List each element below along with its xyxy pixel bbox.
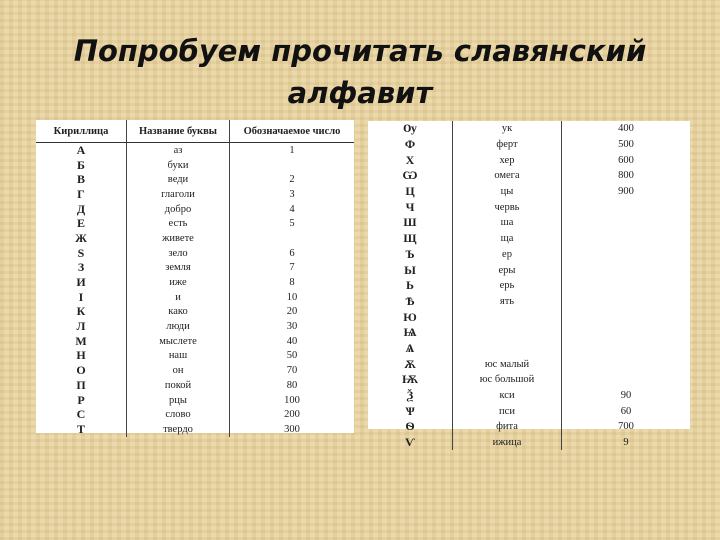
- letter-cell: Ы: [404, 262, 416, 277]
- table-row: [368, 168, 690, 184]
- letter-name-cell: юс малый: [453, 356, 562, 372]
- table-row: [368, 325, 690, 341]
- letter-cell: О: [76, 363, 86, 378]
- number-cell: [230, 158, 355, 173]
- table-row: [36, 422, 354, 437]
- table-row: [368, 247, 690, 263]
- letter-cell: Ч: [405, 199, 415, 214]
- number-cell: 400: [562, 121, 691, 137]
- letter-name-cell: наш: [127, 349, 230, 364]
- number-cell: 700: [562, 419, 691, 435]
- table-row: [368, 309, 690, 325]
- number-cell: [230, 231, 355, 246]
- number-cell: 50: [230, 349, 355, 364]
- number-cell: [562, 341, 691, 357]
- number-cell: 2: [230, 172, 355, 187]
- letter-cell: Ѕ: [77, 245, 85, 260]
- letter-name-cell: иже: [127, 275, 230, 290]
- table-row: [368, 231, 690, 247]
- table-row: [368, 419, 690, 435]
- letter-cell: Ѹ: [403, 121, 417, 136]
- number-cell: 8: [230, 275, 355, 290]
- letter-name-cell: земля: [127, 261, 230, 276]
- number-cell: [562, 294, 691, 310]
- letter-cell: Е: [76, 216, 85, 231]
- header-letter-name: Название буквы: [127, 120, 230, 143]
- number-cell: 900: [562, 184, 691, 200]
- letter-name-cell: [453, 325, 562, 341]
- letter-name-cell: фита: [453, 419, 562, 435]
- letter-cell: Щ: [403, 231, 417, 246]
- number-cell: 9: [562, 435, 691, 451]
- table-row: [36, 202, 354, 217]
- table-row: [368, 184, 690, 200]
- table-row: [368, 372, 690, 388]
- letter-name-cell: ять: [453, 294, 562, 310]
- letter-name-cell: [453, 309, 562, 325]
- number-cell: 6: [230, 246, 355, 261]
- number-cell: 10: [230, 290, 355, 305]
- letter-cell: Ъ: [405, 246, 415, 261]
- letter-cell: Н: [76, 348, 86, 363]
- header-cyrillic: Кириллица: [36, 120, 127, 143]
- letter-cell: Ѫ: [404, 356, 416, 371]
- letter-cell: Х: [405, 152, 415, 167]
- table-row: [36, 172, 354, 187]
- letter-cell: Ѡ: [402, 168, 418, 183]
- letter-name-cell: и: [127, 290, 230, 305]
- letter-cell: И: [76, 275, 86, 290]
- number-cell: 90: [562, 388, 691, 404]
- letter-name-cell: добро: [127, 202, 230, 217]
- number-cell: [562, 309, 691, 325]
- table-row: [36, 305, 354, 320]
- letter-name-cell: омега: [453, 168, 562, 184]
- number-cell: [562, 278, 691, 294]
- table-row: [368, 215, 690, 231]
- letter-name-cell: хер: [453, 152, 562, 168]
- number-cell: 300: [230, 422, 355, 437]
- letter-cell: Г: [77, 186, 85, 201]
- table-row: [368, 403, 690, 419]
- title-line-1: Попробуем прочитать славянский: [73, 34, 647, 68]
- letter-name-cell: пси: [453, 403, 562, 419]
- number-cell: [562, 356, 691, 372]
- table-row: [368, 152, 690, 168]
- letter-name-cell: глаголи: [127, 187, 230, 202]
- letter-name-cell: кси: [453, 388, 562, 404]
- letter-cell: Ѭ: [401, 372, 419, 387]
- table-row: [36, 143, 354, 158]
- number-cell: 7: [230, 261, 355, 276]
- table-row: [36, 349, 354, 364]
- letter-name-cell: ща: [453, 231, 562, 247]
- number-cell: 80: [230, 378, 355, 393]
- letter-name-cell: рцы: [127, 393, 230, 408]
- number-cell: 200: [230, 407, 355, 422]
- table-row: [368, 341, 690, 357]
- table-row: [368, 121, 690, 137]
- table-row: [36, 261, 354, 276]
- letter-name-cell: слово: [127, 407, 230, 422]
- table-row: [368, 294, 690, 310]
- letter-cell: Ѳ: [405, 419, 415, 434]
- letter-name-cell: аз: [127, 143, 230, 158]
- table-row: [36, 290, 354, 305]
- table-row: [368, 278, 690, 294]
- number-cell: [562, 247, 691, 263]
- number-cell: 5: [230, 216, 355, 231]
- letter-cell: Р: [77, 392, 85, 407]
- letter-cell: З: [77, 260, 85, 275]
- number-cell: 3: [230, 187, 355, 202]
- table-header-row: [36, 120, 354, 143]
- table-row: [36, 275, 354, 290]
- table-row: [368, 199, 690, 215]
- number-cell: 500: [562, 137, 691, 153]
- letter-name-cell: ерь: [453, 278, 562, 294]
- letter-name-cell: ша: [453, 215, 562, 231]
- letter-name-cell: червь: [453, 199, 562, 215]
- alphabet-table-left: [36, 120, 354, 436]
- table-row: [36, 319, 354, 334]
- letter-cell: А: [76, 142, 86, 157]
- number-cell: [562, 215, 691, 231]
- letter-cell: Ж: [75, 230, 87, 245]
- letter-cell: Ю: [403, 309, 417, 324]
- slide-title: [60, 30, 660, 114]
- number-cell: [562, 262, 691, 278]
- letter-cell: Ѵ: [405, 435, 415, 450]
- number-cell: 60: [562, 403, 691, 419]
- number-cell: [562, 372, 691, 388]
- number-cell: [562, 231, 691, 247]
- letter-name-cell: еры: [453, 262, 562, 278]
- letter-name-cell: есть: [127, 216, 230, 231]
- table-row: [36, 187, 354, 202]
- letter-cell: Ф: [404, 137, 416, 152]
- letter-name-cell: юс большой: [453, 372, 562, 388]
- table-row: [36, 378, 354, 393]
- table-row: [36, 231, 354, 246]
- number-cell: 600: [562, 152, 691, 168]
- number-cell: 4: [230, 202, 355, 217]
- header-number: Обозначаемое число: [230, 120, 355, 143]
- letter-name-cell: ук: [453, 121, 562, 137]
- letter-cell: Ѯ: [406, 388, 414, 403]
- letter-name-cell: твердо: [127, 422, 230, 437]
- letter-cell: Ь: [406, 278, 414, 293]
- letter-cell: Т: [76, 421, 85, 436]
- letter-cell: Б: [77, 157, 85, 172]
- letter-name-cell: веди: [127, 172, 230, 187]
- number-cell: 800: [562, 168, 691, 184]
- table-row: [368, 388, 690, 404]
- letter-name-cell: люди: [127, 319, 230, 334]
- letter-name-cell: он: [127, 363, 230, 378]
- letter-name-cell: покой: [127, 378, 230, 393]
- letter-cell: Ц: [405, 184, 415, 199]
- table-row: [368, 262, 690, 278]
- table-row: [368, 356, 690, 372]
- number-cell: 40: [230, 334, 355, 349]
- letter-cell: Д: [76, 201, 86, 216]
- table-row: [36, 246, 354, 261]
- table-row: [36, 334, 354, 349]
- letter-cell: П: [76, 377, 86, 392]
- number-cell: 1: [230, 143, 355, 158]
- letter-name-cell: живете: [127, 231, 230, 246]
- title-line-2: алфавит: [287, 76, 433, 110]
- table-row: [36, 393, 354, 408]
- number-cell: 70: [230, 363, 355, 378]
- table-row: [36, 158, 354, 173]
- table-row: [36, 216, 354, 231]
- number-cell: 100: [230, 393, 355, 408]
- letter-cell: Л: [76, 319, 86, 334]
- letter-name-cell: ижица: [453, 435, 562, 451]
- table-row: [368, 137, 690, 153]
- table-row: [368, 435, 690, 451]
- letter-name-cell: како: [127, 305, 230, 320]
- letter-name-cell: [453, 341, 562, 357]
- letter-name-cell: ферт: [453, 137, 562, 153]
- number-cell: 20: [230, 305, 355, 320]
- letter-cell: Ѣ: [405, 293, 415, 308]
- letter-cell: К: [76, 304, 86, 319]
- letter-cell: М: [75, 333, 87, 348]
- letter-name-cell: буки: [127, 158, 230, 173]
- letter-cell: Ѧ: [405, 340, 415, 355]
- letter-cell: Ѱ: [405, 403, 415, 418]
- letter-cell: С: [76, 407, 86, 422]
- number-cell: 30: [230, 319, 355, 334]
- alphabet-table-right: [368, 121, 690, 450]
- letter-cell: І: [78, 289, 84, 304]
- letter-name-cell: цы: [453, 184, 562, 200]
- letter-cell: В: [76, 172, 85, 187]
- number-cell: [562, 325, 691, 341]
- table-row: [36, 407, 354, 422]
- letter-name-cell: зело: [127, 246, 230, 261]
- letter-cell: Ѩ: [403, 325, 417, 340]
- number-cell: [562, 199, 691, 215]
- letter-cell: Ш: [403, 215, 417, 230]
- letter-name-cell: ер: [453, 247, 562, 263]
- table-row: [36, 363, 354, 378]
- letter-name-cell: мыслете: [127, 334, 230, 349]
